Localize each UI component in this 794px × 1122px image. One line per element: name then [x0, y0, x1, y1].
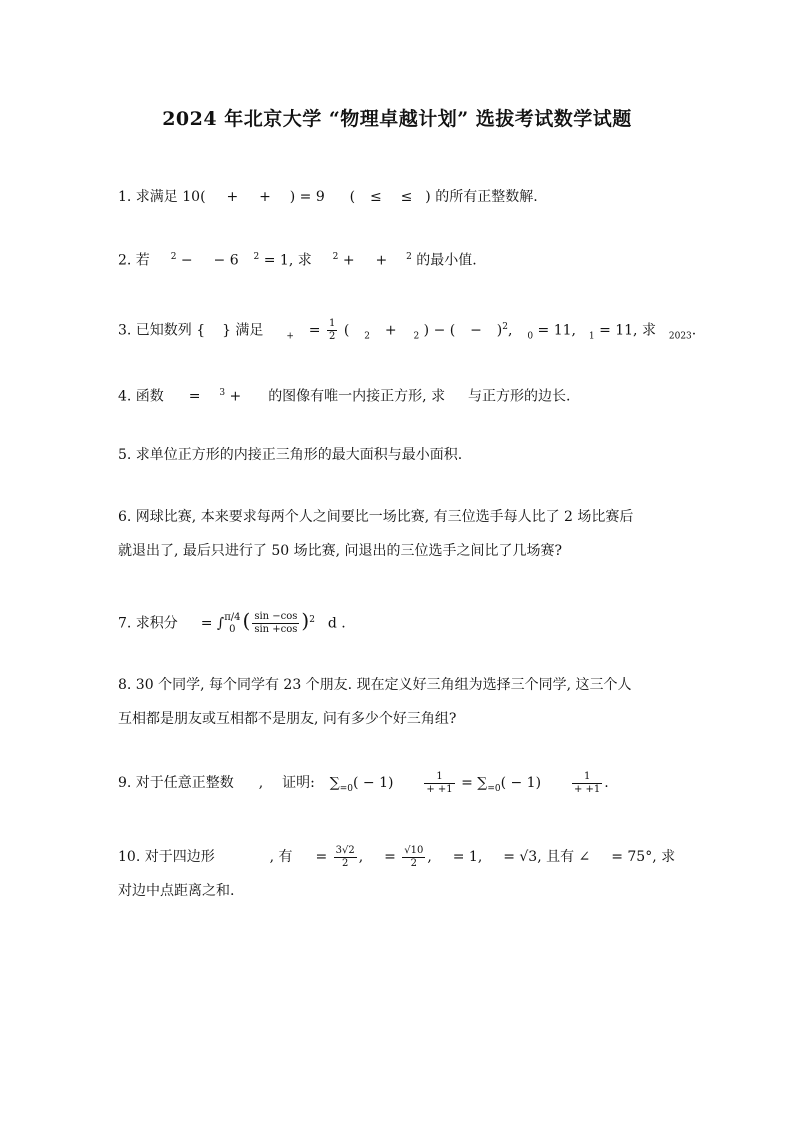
- q3-minus: −: [470, 322, 482, 339]
- q9-comma: ,: [258, 775, 264, 791]
- q7-frac-num: sin −cos: [254, 611, 298, 623]
- q4-plus: +: [229, 388, 242, 405]
- q10-frac-2-den: 2: [410, 857, 418, 869]
- q1-plus-2: +: [259, 189, 271, 205]
- q10-eq-2: =: [384, 849, 396, 865]
- question-4: [118, 376, 698, 414]
- q10-line-2: 对边中点距离之和.: [118, 883, 235, 899]
- q2-exp-1: 2: [170, 252, 177, 262]
- q7-paren-close: ): [301, 608, 310, 633]
- q9-fraction-2: [572, 771, 602, 796]
- q5-text: 5. 求单位正方形的内接正三角形的最大面积与最小面积.: [118, 447, 463, 463]
- q3-text-b: } 满足: [222, 322, 264, 339]
- q3-a0-value: = 11,: [537, 322, 576, 339]
- q4-cube: 3: [219, 388, 226, 398]
- question-6: [118, 500, 698, 568]
- q3-comma: ,: [507, 322, 513, 339]
- q10-frac-2-num: √10: [404, 844, 424, 856]
- question-3: [118, 310, 698, 353]
- q10-eq-4: = √3, 且有 ∠: [503, 849, 591, 865]
- q3-minus-paren: ) − (: [423, 322, 456, 339]
- page-title: 2024 年北京大学 “物理卓越计划” 选拔考试数学试题: [162, 108, 632, 130]
- q1-leq-1: ≤: [370, 189, 382, 205]
- q2-plus-2: +: [375, 252, 388, 269]
- q4-text-tail: 与正方形的边长.: [468, 388, 571, 405]
- q9-text-a: 9. 对于任意正整数: [118, 775, 234, 791]
- q10-fraction-1: [334, 845, 357, 870]
- q2-text-tail: 的最小值.: [416, 252, 477, 269]
- question-1: [118, 180, 698, 214]
- q10-line-1: [118, 840, 698, 874]
- q10-fraction-2: [402, 845, 425, 870]
- q10-angle-value: = 75°, 求: [611, 849, 676, 865]
- q2-exp-3: 2: [332, 252, 339, 262]
- q1-text-tail: 的所有正整数解.: [435, 189, 538, 205]
- q1-plus-1: +: [226, 189, 239, 205]
- q10-has: , 有: [269, 849, 293, 865]
- q9-equals-sum: = ∑: [461, 775, 488, 791]
- question-5: [118, 438, 698, 472]
- q10-frac-1-num: 3√2: [335, 844, 355, 856]
- q10-eq-1: =: [315, 849, 328, 865]
- q3-fraction: [327, 318, 337, 343]
- question-10: [118, 840, 698, 908]
- question-8: [118, 668, 698, 736]
- q3-sub-2a: 2: [364, 331, 370, 342]
- q3-a1-value: = 11, 求: [599, 322, 656, 339]
- q8-line-2: 互相都是朋友或互相都不是朋友, 问有多少个好三角组?: [118, 711, 457, 727]
- q4-text-a: 4. 函数: [118, 388, 164, 405]
- q9-sign-1: ( − 1): [352, 775, 394, 791]
- q10-frac-1-den: 2: [341, 857, 349, 869]
- q3-square: 2: [502, 322, 508, 332]
- q10-text-a: 10. 对于四边形: [118, 849, 215, 865]
- q7-frac-den: sin +cos: [254, 624, 298, 636]
- q7-limits: [224, 612, 240, 636]
- q2-minus: −: [180, 252, 193, 269]
- q3-sub-2b: 2: [413, 331, 420, 342]
- q2-exp-4: 2: [406, 252, 412, 262]
- q3-sub-1: 1: [588, 331, 595, 342]
- q9-period: .: [604, 775, 609, 791]
- q3-sub-0: 0: [527, 331, 534, 342]
- q7-fraction: [252, 611, 299, 636]
- q9-frac-1-den: + +1: [426, 783, 453, 795]
- q9-frac-1-num: 1: [424, 771, 454, 784]
- q3-paren-close: ): [496, 322, 503, 339]
- q2-text-a: 2. 若: [118, 252, 150, 269]
- q7-lower-limit: 0: [229, 623, 236, 635]
- q7-differential: d .: [327, 615, 346, 632]
- q1-equals: ) = 9: [289, 189, 325, 205]
- q1-paren-open: (: [349, 189, 356, 205]
- q1-leq-2: ≤: [400, 189, 413, 205]
- q9-sign-2: ( − 1): [500, 775, 542, 791]
- q2-equals: = 1, 求: [263, 252, 312, 269]
- q9-frac-2-den: + +1: [573, 783, 601, 795]
- q7-paren-open: (: [242, 608, 251, 633]
- q8-line-1: 8. 30 个同学, 每个同学有 23 个朋友. 现在定义好三角组为选择三个同学, 这三个人: [118, 677, 632, 693]
- q3-paren-1: (: [343, 322, 350, 339]
- q3-period: .: [691, 322, 697, 339]
- q4-equals: =: [188, 388, 201, 405]
- q2-exp-2: 2: [253, 252, 260, 262]
- q1-text-a: 1. 求满足 10(: [118, 189, 206, 205]
- q7-integral: = ∫: [200, 615, 225, 632]
- q4-text-e: 的图像有唯一内接正方形, 求: [268, 388, 446, 405]
- q9-prove: 证明:: [282, 775, 315, 791]
- q2-minus-6: − 6: [213, 252, 239, 269]
- q3-sub-plus: +: [286, 331, 294, 342]
- question-7: [118, 603, 698, 641]
- q10-eq-3: = 1,: [452, 849, 483, 865]
- q3-equals: =: [308, 322, 321, 339]
- q3-frac-num: 1: [328, 318, 336, 330]
- q3-frac-den: 2: [328, 331, 336, 343]
- q1-paren-close: ): [425, 189, 431, 205]
- q9-sum-2-index: =0: [487, 783, 501, 794]
- q7-upper-limit: π/4: [224, 611, 241, 623]
- q3-text-a: 3. 已知数列 {: [118, 322, 206, 339]
- q6-line-1: 6. 网球比赛, 本来要求每两个人之间要比一场比赛, 有三位选手每人比了 2 场比赛后: [118, 509, 634, 525]
- q3-plus: +: [384, 322, 397, 339]
- q7-square: 2: [309, 615, 315, 625]
- q10-comma-2: ,: [427, 849, 432, 865]
- question-2: [118, 240, 698, 278]
- q3-sub-2023: 2023: [668, 331, 692, 342]
- q6-line-2: 就退出了, 最后只进行了 50 场比赛, 问退出的三位选手之间比了几场赛?: [118, 543, 563, 559]
- q9-sum-1: ∑: [329, 775, 340, 791]
- question-9: [118, 766, 698, 806]
- q9-sum-1-index: =0: [339, 783, 353, 794]
- q9-frac-2-num: 1: [572, 771, 602, 784]
- q7-text-a: 7. 求积分: [118, 615, 178, 632]
- q9-fraction-1: [424, 771, 454, 796]
- q2-plus-1: +: [342, 252, 355, 269]
- q10-comma-1: ,: [358, 849, 364, 865]
